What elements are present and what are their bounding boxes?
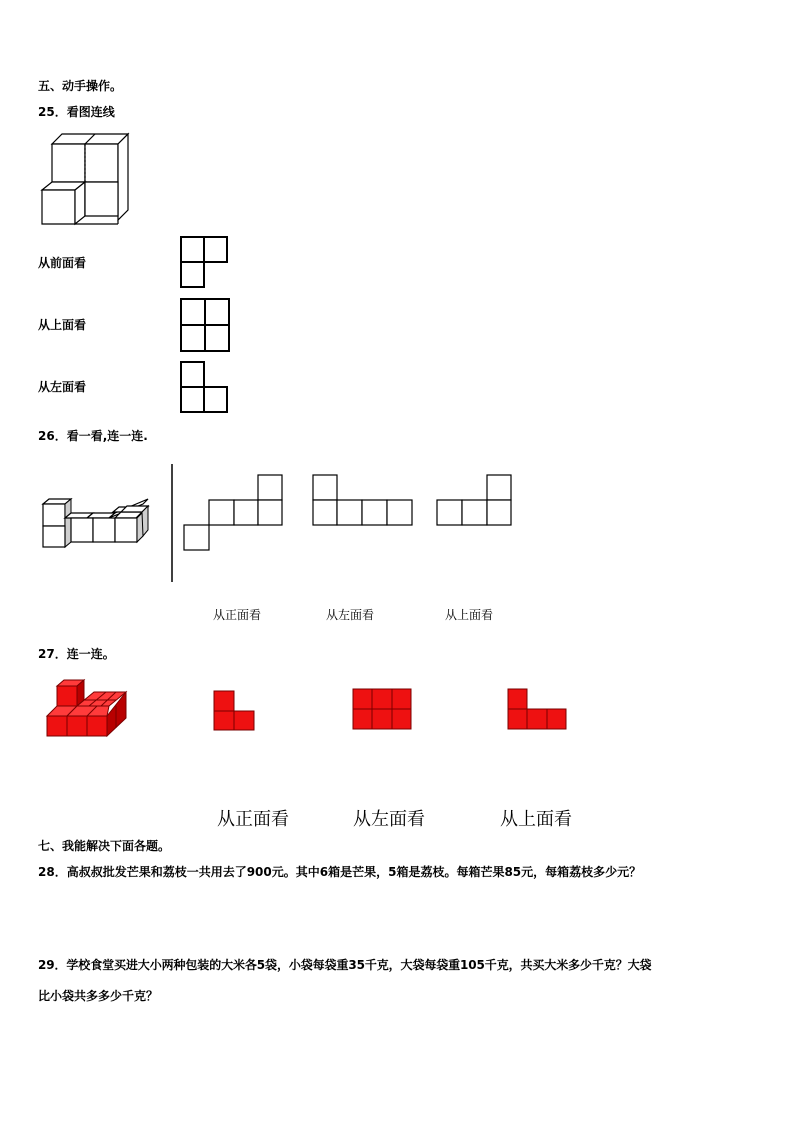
question-25-title: 25．看图连线 xyxy=(38,105,115,119)
section-heading: 七、我能解决下面各题。 xyxy=(38,839,171,853)
q27-label-front: 从正面看 xyxy=(217,809,289,830)
question-29-line-1: 29．学校食堂买进大小两种包装的大米各5袋，小袋每袋重35千克，大袋每袋重105千克，共买大米多少千克？大袋 xyxy=(38,958,652,972)
q26-label-top: 从上面看 xyxy=(445,608,494,622)
question-26-title: 26．看一看,连一连. xyxy=(38,429,148,443)
q26-label-left: 从左面看 xyxy=(326,608,375,622)
q26-divider-line xyxy=(171,464,173,582)
q27-label-left: 从左面看 xyxy=(353,809,425,830)
q27-view-shape-3 xyxy=(507,688,568,731)
q25-view-shape-2 xyxy=(180,298,232,354)
q27-red-cube-figure xyxy=(44,678,128,740)
q26-view-shape-1 xyxy=(183,474,285,552)
q27-view-shape-1 xyxy=(213,690,255,732)
q25-view-shape-3 xyxy=(180,361,230,415)
question-28-text: 28．高叔叔批发芒果和荔枝一共用去了900元。其中6箱是芒果，5箱是荔枝。每箱芒果85元，每箱荔枝多少元？ xyxy=(38,865,642,879)
q25-label-front: 从前面看 xyxy=(38,256,87,270)
section-heading: 五、动手操作。 xyxy=(38,79,123,93)
q25-cube-figure xyxy=(38,132,134,230)
q26-cube-figure xyxy=(40,498,155,550)
q25-view-shape-1 xyxy=(180,236,230,290)
q26-label-front: 从正面看 xyxy=(213,608,262,622)
q25-label-left: 从左面看 xyxy=(38,380,87,394)
q26-view-shape-2 xyxy=(312,474,415,528)
q25-label-top: 从上面看 xyxy=(38,318,87,332)
question-27-title: 27．连一连。 xyxy=(38,647,115,661)
question-29-line-2: 比小袋共多多少千克？ xyxy=(38,989,159,1003)
q27-label-top: 从上面看 xyxy=(500,809,572,830)
q26-view-shape-3 xyxy=(436,474,515,528)
q27-view-shape-2 xyxy=(352,688,413,731)
